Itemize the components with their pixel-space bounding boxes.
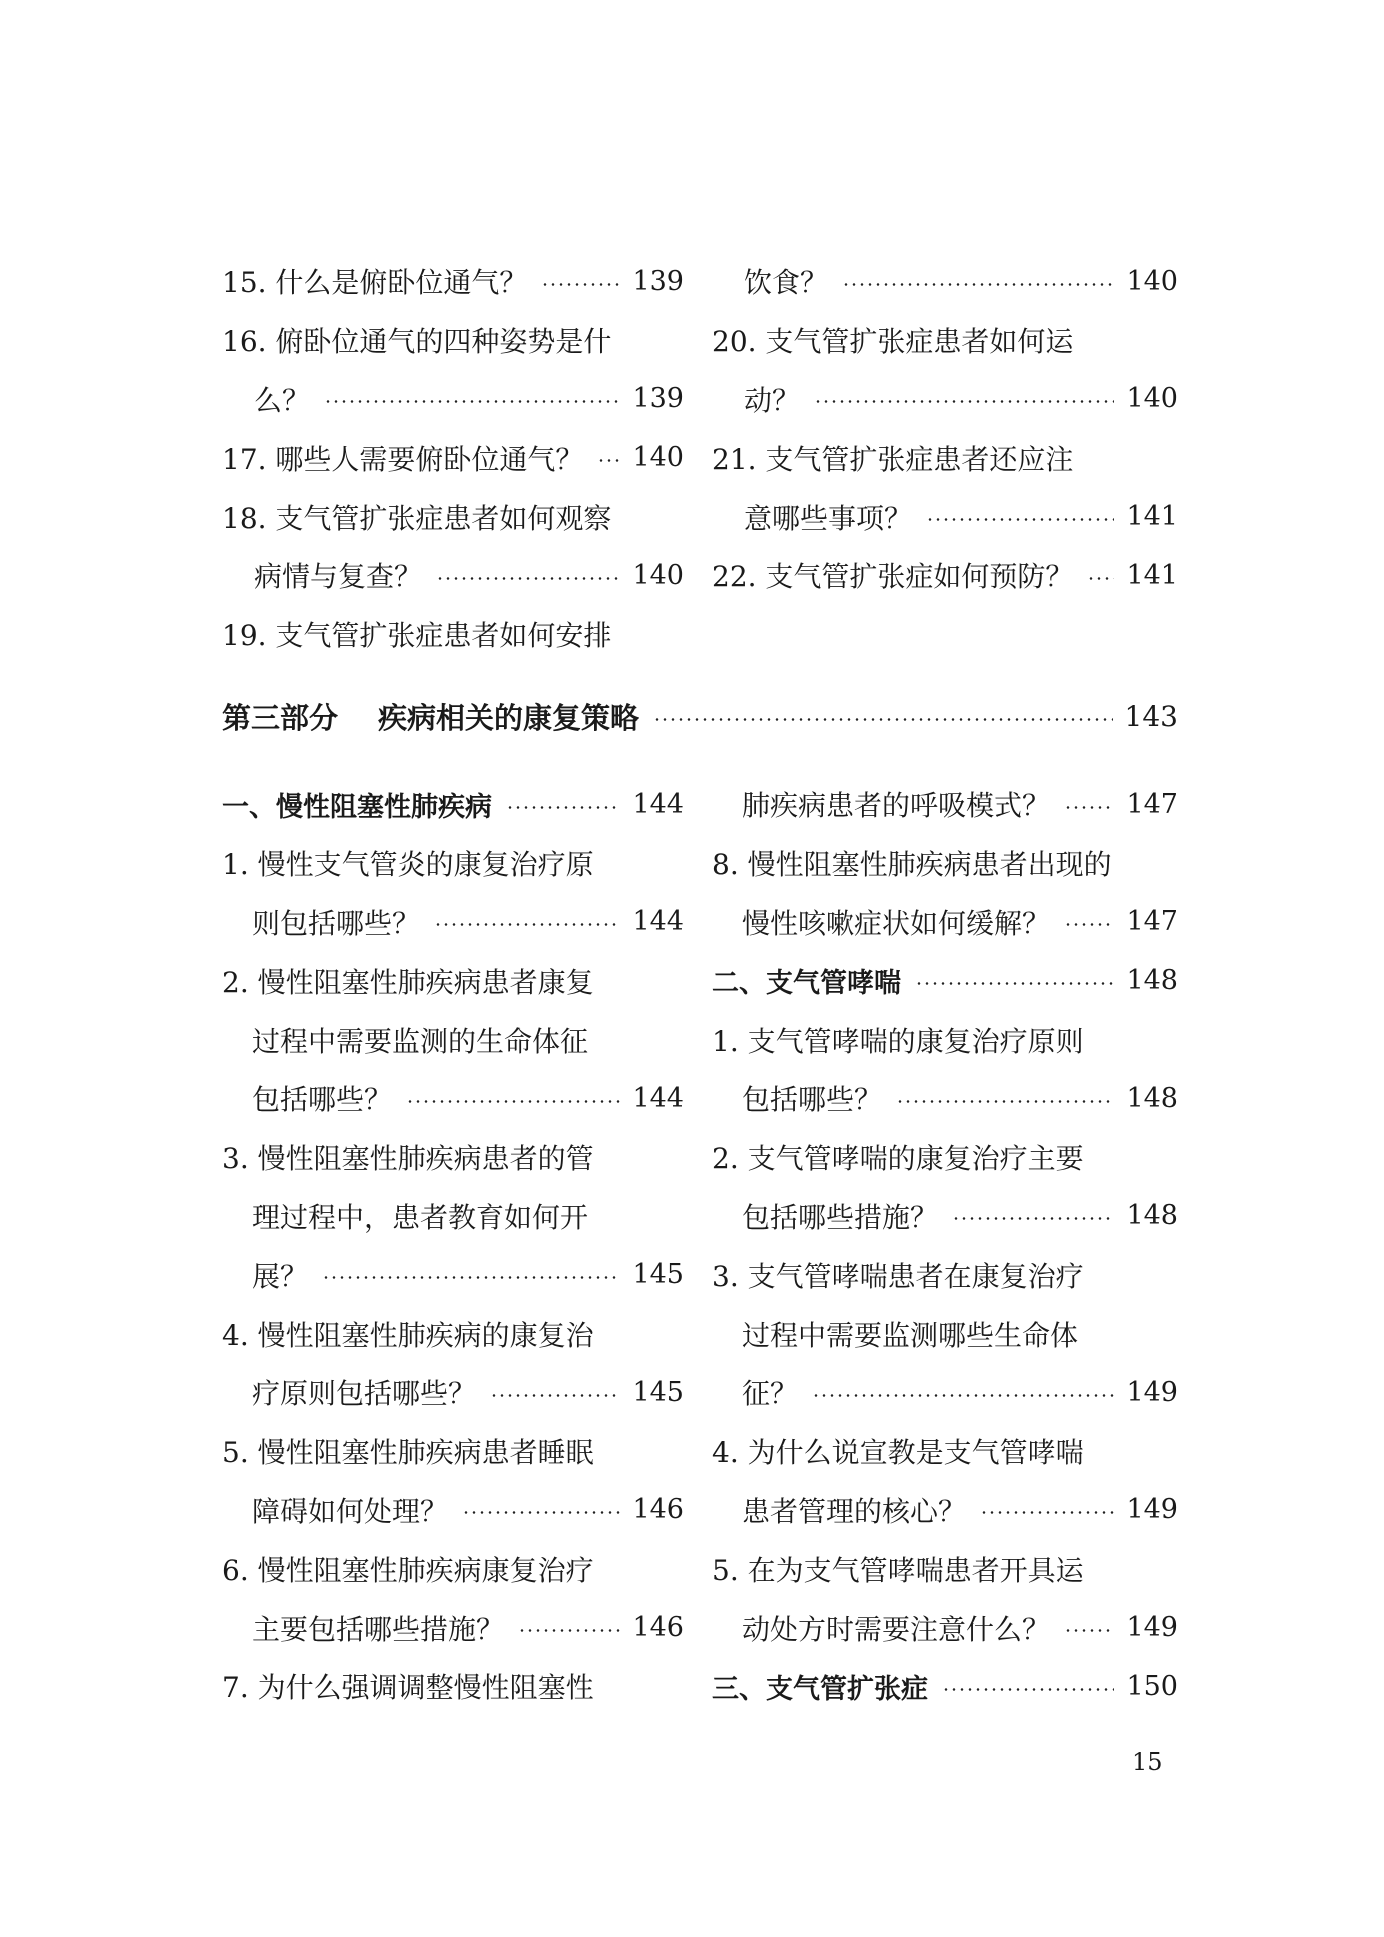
toc-entry-line [222, 1539, 684, 1598]
toc-page-number: 141 [1126, 501, 1178, 533]
leader-dots [541, 283, 620, 286]
toc-entry-text: 1. 支气管哮喘的康复治疗原则 [712, 1024, 1084, 1058]
toc-entry-text: 慢性咳嗽症状如何缓解？ [742, 906, 1051, 940]
toc-entry-text: 理过程中，患者教育如何开 [252, 1200, 589, 1234]
toc-entry-text: 过程中需要监测哪些生命体 [742, 1318, 1079, 1352]
toc-entry-line [222, 1245, 684, 1304]
toc-entry-line [712, 1128, 1178, 1187]
toc-entry-text: 主要包括哪些措施？ [252, 1612, 505, 1646]
toc-entry-text: 4. 慢性阻塞性肺疾病的康复治 [222, 1318, 594, 1352]
leader-dots [1087, 577, 1114, 580]
toc-entry-line [222, 893, 684, 952]
toc-entry-text: 18. 支气管扩张症患者如何观察 [222, 501, 612, 535]
toc-section-heading [222, 775, 684, 834]
toc-page-number: 145 [632, 1376, 684, 1408]
toc-entry-line [222, 370, 684, 429]
toc-entry-text: 肺疾病患者的呼吸模式？ [742, 789, 1051, 823]
toc-page-number: 149 [1126, 1494, 1178, 1526]
toc-entry-text: 2. 慢性阻塞性肺疾病患者康复 [222, 965, 594, 999]
toc-entry-text: 障碍如何处理？ [252, 1494, 449, 1528]
toc-entry-line [712, 893, 1178, 952]
toc-page-number: 146 [632, 1494, 684, 1526]
toc-entry-line [222, 1069, 684, 1128]
leader-dots [814, 400, 1114, 403]
toc-entry-line [222, 1187, 684, 1246]
toc-entry-line [222, 252, 684, 311]
toc-entry-text: 6. 慢性阻塞性肺疾病康复治疗 [222, 1553, 594, 1587]
leader-dots [518, 1629, 620, 1632]
toc-entry-text: 包括哪些？ [252, 1083, 393, 1117]
leader-dots [942, 1688, 1114, 1691]
toc-entry-text: 征？ [742, 1377, 799, 1411]
toc-entry-line [712, 1304, 1178, 1363]
toc-entry-text: 疗原则包括哪些？ [252, 1377, 477, 1411]
toc-entry-text: 19. 支气管扩张症患者如何安排 [222, 619, 612, 653]
toc-column-left-top [222, 252, 684, 664]
toc-entry-line [222, 428, 684, 487]
toc-entry-line [712, 487, 1178, 546]
toc-page-number: 145 [632, 1259, 684, 1291]
toc-entry-line [222, 1657, 684, 1716]
leader-dots [842, 283, 1114, 286]
toc-page-number: 148 [1126, 1200, 1178, 1232]
toc-entry-text: 动？ [744, 383, 801, 417]
leader-dots [324, 400, 620, 403]
leader-dots [952, 1217, 1114, 1220]
toc-entry-text: 么？ [254, 383, 311, 417]
toc-entry-line [222, 311, 684, 370]
toc-entry-line [712, 1598, 1178, 1657]
page-number: 15 [1132, 1748, 1163, 1776]
toc-entry-text: 3. 慢性阻塞性肺疾病患者的管 [222, 1142, 594, 1176]
toc-entry-text: 1. 慢性支气管炎的康复治疗原 [222, 848, 594, 882]
toc-entry-text: 3. 支气管哮喘患者在康复治疗 [712, 1259, 1084, 1293]
toc-section-heading [712, 1657, 1178, 1716]
toc-page-number: 150 [1126, 1670, 1178, 1702]
toc-entry-line [712, 252, 1178, 311]
toc-entry-line [712, 1363, 1178, 1422]
leader-dots [926, 518, 1114, 521]
toc-entry-text: 三、支气管扩张症 [712, 1673, 928, 1705]
toc-page-number: 148 [1126, 1082, 1178, 1114]
toc-entry-line [222, 487, 684, 546]
toc-entry-text: 5. 在为支气管哮喘患者开具运 [712, 1553, 1084, 1587]
part-heading [222, 688, 1178, 744]
toc-page-number: 139 [632, 383, 684, 415]
toc-entry-text: 患者管理的核心？ [742, 1494, 967, 1528]
leader-dots [653, 718, 1113, 721]
toc-entry-text: 2. 支气管哮喘的康复治疗主要 [712, 1142, 1084, 1176]
toc-entry-line [712, 1010, 1178, 1069]
toc-entry-line [712, 546, 1178, 605]
toc-entry-line [712, 311, 1178, 370]
toc-entry-line [222, 834, 684, 893]
toc-entry-line [712, 834, 1178, 893]
toc-page-number: 140 [1126, 383, 1178, 415]
toc-entry-line [712, 428, 1178, 487]
leader-dots [915, 982, 1114, 985]
toc-entry-line [222, 1422, 684, 1481]
toc-entry-line [222, 1010, 684, 1069]
toc-column-right-bottom [712, 775, 1178, 1716]
toc-page-number: 147 [1126, 906, 1178, 938]
toc-entry-line [222, 1481, 684, 1540]
toc-entry-text: 4. 为什么说宣教是支气管哮喘 [712, 1436, 1084, 1470]
toc-entry-text: 包括哪些措施？ [742, 1200, 939, 1234]
toc-entry-text: 20. 支气管扩张症患者如何运 [712, 325, 1074, 359]
leader-dots [1064, 923, 1114, 926]
toc-entry-text: 一、慢性阻塞性肺疾病 [222, 791, 492, 823]
toc-page-number: 149 [1126, 1612, 1178, 1644]
leader-dots [1064, 1629, 1114, 1632]
toc-entry-text: 17. 哪些人需要俯卧位通气？ [222, 442, 584, 476]
toc-entry-text: 16. 俯卧位通气的四种姿势是什 [222, 325, 612, 359]
toc-entry-text: 动处方时需要注意什么？ [742, 1612, 1051, 1646]
toc-entry-text: 15. 什么是俯卧位通气？ [222, 266, 528, 300]
toc-page-number: 148 [1126, 965, 1178, 997]
toc-page-number: 144 [632, 788, 684, 820]
leader-dots [597, 459, 620, 462]
toc-entry-text: 5. 慢性阻塞性肺疾病患者睡眠 [222, 1436, 594, 1470]
toc-entry-text: 展？ [252, 1259, 309, 1293]
leader-dots [980, 1511, 1114, 1514]
leader-dots [896, 1100, 1114, 1103]
toc-entry-line [222, 1128, 684, 1187]
toc-entry-line [222, 1598, 684, 1657]
leader-dots [462, 1511, 620, 1514]
toc-entry-text: 22. 支气管扩张症如何预防？ [712, 560, 1074, 594]
leader-dots [506, 806, 620, 809]
toc-entry-line [712, 775, 1178, 834]
leader-dots [434, 923, 620, 926]
toc-entry-text: 7. 为什么强调调整慢性阻塞性 [222, 1671, 594, 1705]
toc-page-number: 141 [1126, 559, 1178, 591]
leader-dots [406, 1100, 620, 1103]
toc-entry-text: 包括哪些？ [742, 1083, 883, 1117]
toc-entry-text: 意哪些事项？ [744, 501, 913, 535]
toc-entry-text: 二、支气管哮喘 [712, 968, 901, 1000]
toc-entry-line [712, 1539, 1178, 1598]
toc-entry-line [712, 1481, 1178, 1540]
toc-page-number: 140 [632, 442, 684, 474]
part-label: 第三部分 [222, 700, 339, 735]
part-page: 143 [1124, 699, 1178, 733]
toc-page-number: 147 [1126, 788, 1178, 820]
toc-page-number: 146 [632, 1612, 684, 1644]
toc-page-number: 149 [1126, 1376, 1178, 1408]
toc-entry-text: 则包括哪些？ [252, 906, 421, 940]
toc-entry-text: 饮食？ [744, 266, 829, 300]
toc-entry-line [222, 951, 684, 1010]
toc-entry-text: 21. 支气管扩张症患者还应注 [712, 442, 1074, 476]
toc-entry-line [222, 1363, 684, 1422]
leader-dots [1064, 806, 1114, 809]
toc-entry-text: 过程中需要监测的生命体征 [252, 1024, 589, 1058]
toc-entry-text: 病情与复查？ [254, 560, 423, 594]
part-title: 疾病相关的康复策略 [378, 700, 640, 735]
leader-dots [322, 1276, 620, 1279]
toc-entry-line [222, 1304, 684, 1363]
toc-entry-text: 8. 慢性阻塞性肺疾病患者出现的 [712, 848, 1112, 882]
toc-column-left-bottom [222, 775, 684, 1716]
toc-entry-line [712, 370, 1178, 429]
toc-page-number: 139 [632, 265, 684, 297]
toc-entry-line [712, 1422, 1178, 1481]
toc-entry-line [712, 1245, 1178, 1304]
toc-page-number: 144 [632, 906, 684, 938]
toc-entry-line [712, 1187, 1178, 1246]
toc-entry-line [222, 546, 684, 605]
toc-page-number: 144 [632, 1082, 684, 1114]
toc-column-right-top [712, 252, 1178, 605]
leader-dots [490, 1394, 620, 1397]
toc-entry-line [222, 605, 684, 664]
leader-dots [812, 1394, 1114, 1397]
toc-page-number: 140 [632, 559, 684, 591]
leader-dots [436, 577, 620, 580]
toc-page-number: 140 [1126, 265, 1178, 297]
toc-entry-line [712, 1069, 1178, 1128]
toc-section-heading [712, 951, 1178, 1010]
